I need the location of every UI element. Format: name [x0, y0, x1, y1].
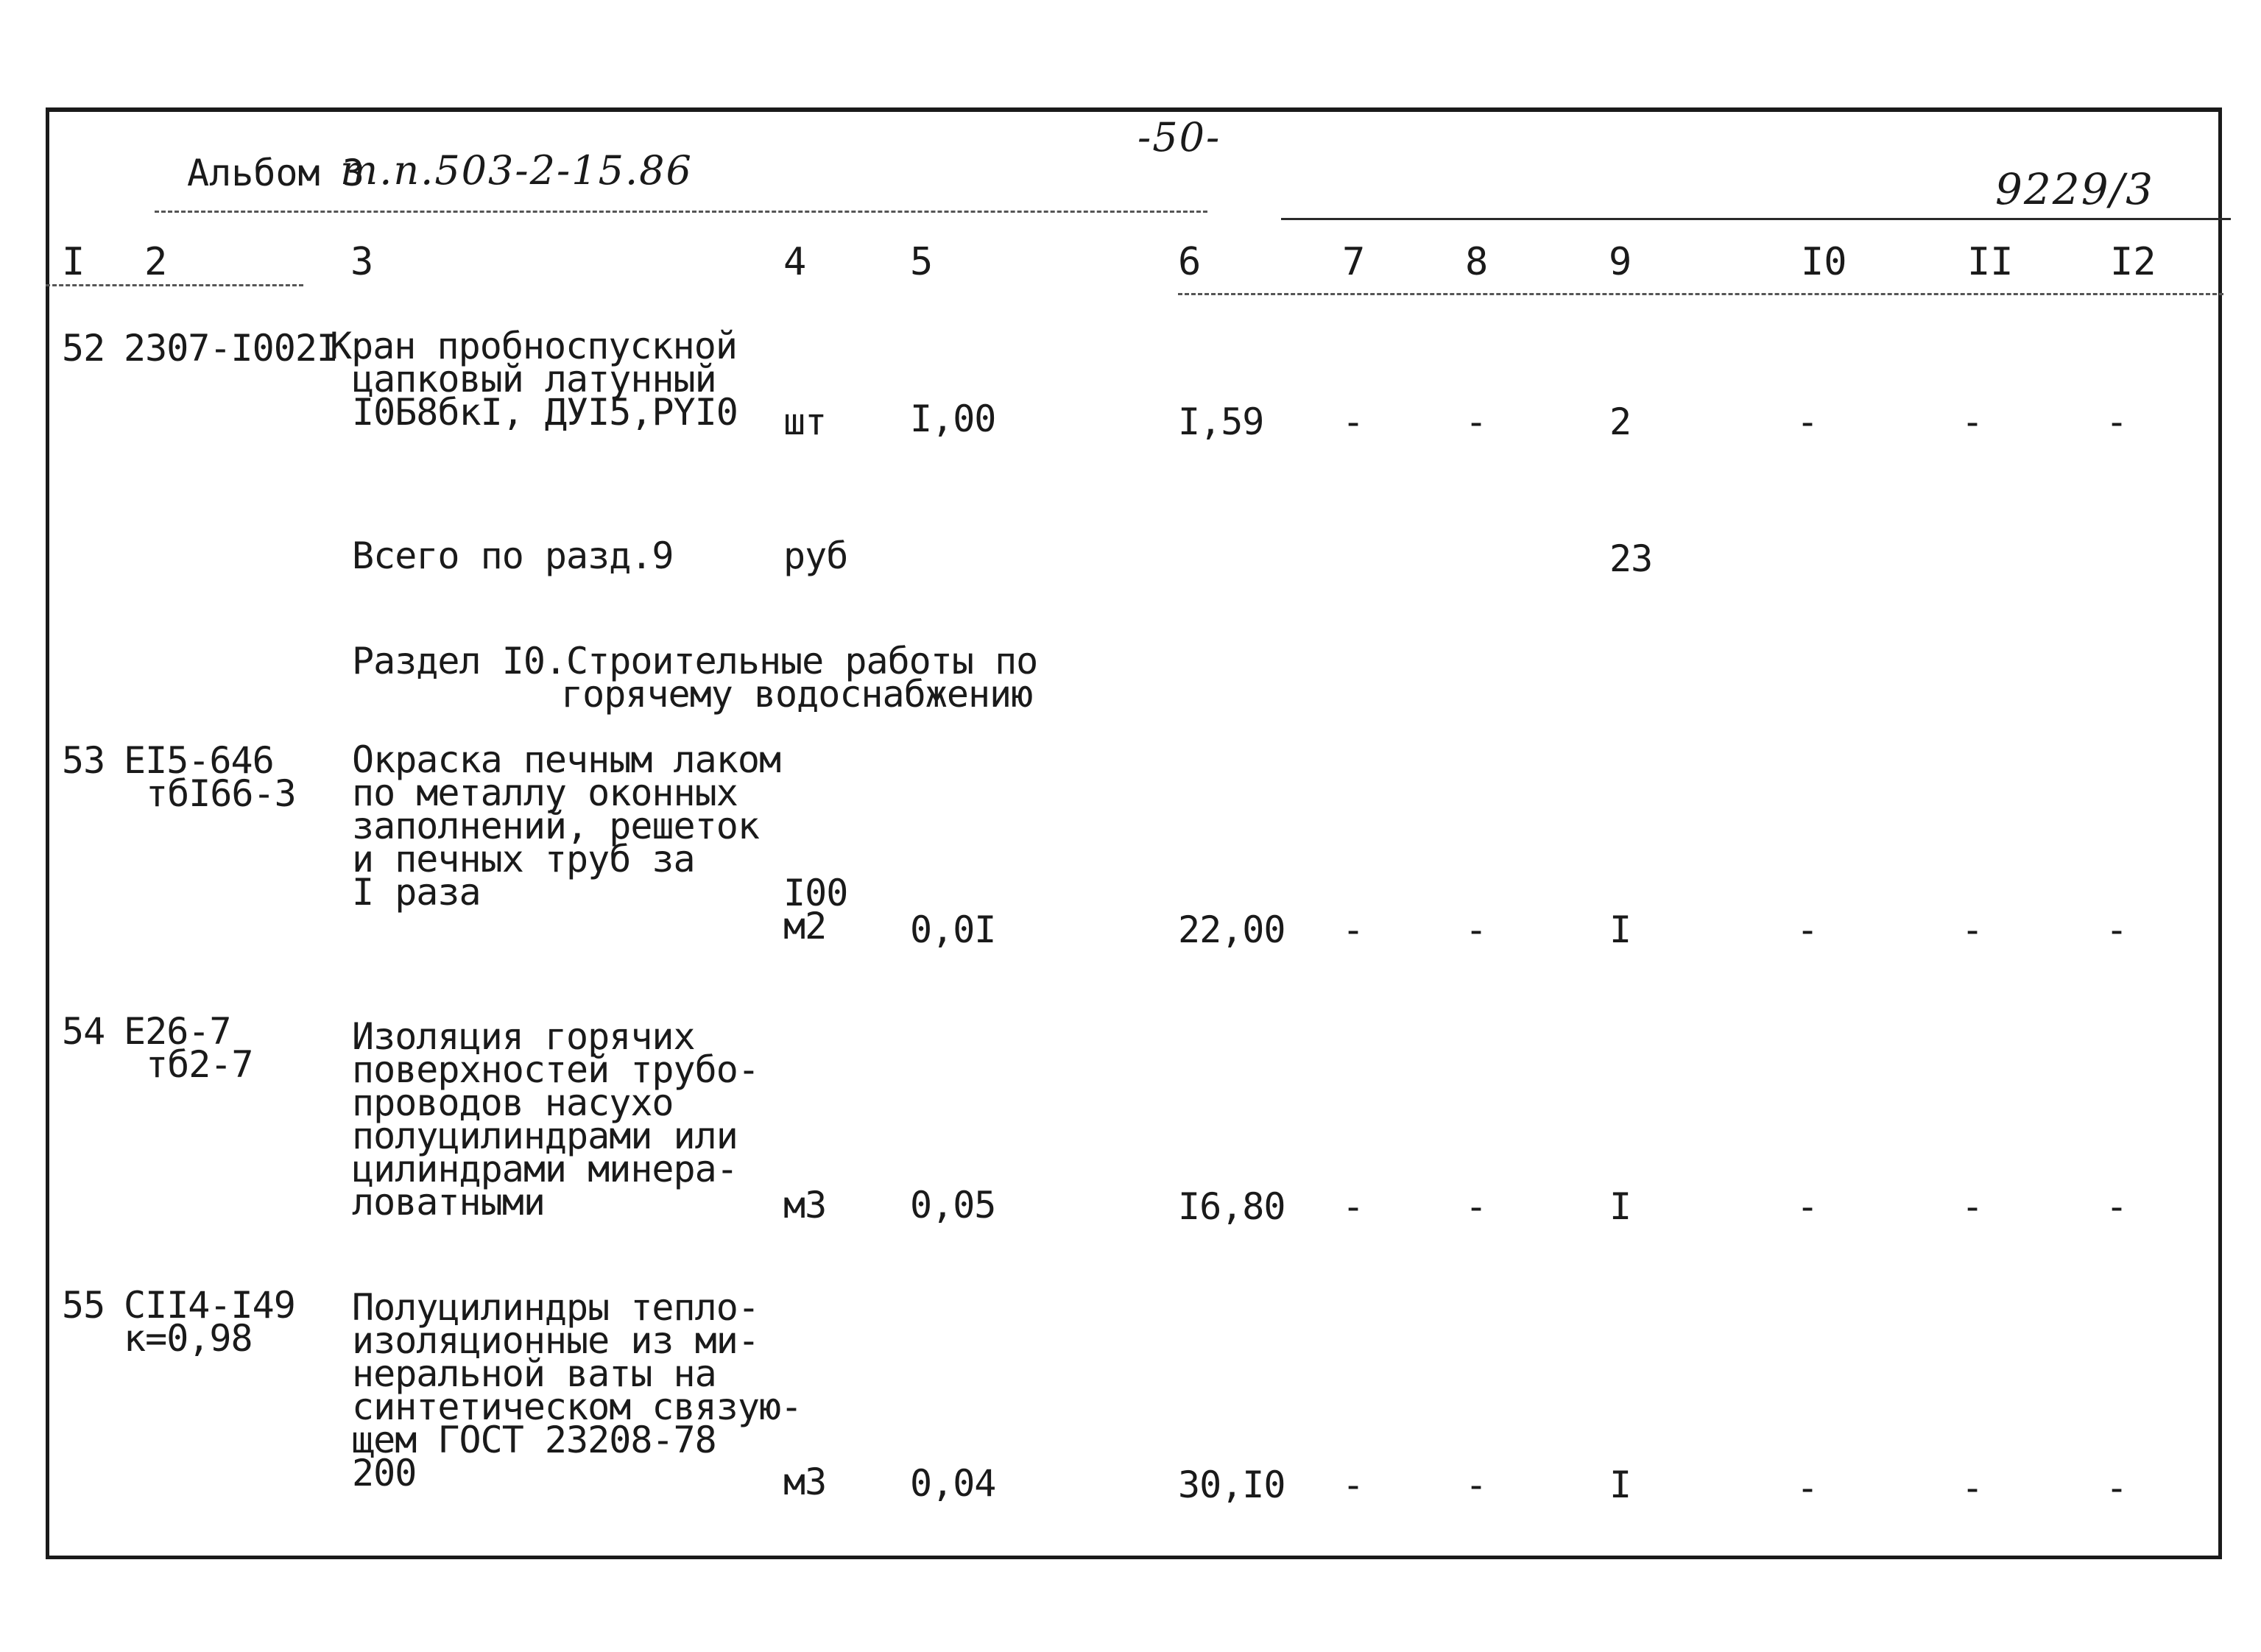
row-52-description-line-3: I0Б8бкI, ДУI5,PYI0: [352, 391, 738, 434]
row-52-description-line-2: цапковый латунный: [352, 358, 716, 400]
row-55-description-line-2: изоляционные из ми-: [352, 1319, 759, 1362]
row-54-number: 54: [62, 1010, 105, 1053]
columns-rule: [1178, 293, 2223, 295]
section-total-value: 23: [1609, 537, 1653, 580]
row-55-description-line-3: неральной ваты на: [352, 1352, 716, 1395]
row-54-col-12: -: [2106, 1185, 2128, 1228]
row-53-col-9: I: [1609, 908, 1632, 951]
row-53-col-8: -: [1465, 908, 1487, 951]
col-number-8: 8: [1465, 240, 1489, 284]
row-54-description-line-5: цилиндрами минера-: [352, 1148, 738, 1190]
col-number-3: 3: [350, 240, 374, 284]
row-55-quantity: 0,04: [910, 1462, 996, 1505]
row-53-col-10: -: [1796, 908, 1819, 951]
row-54-col-10: -: [1796, 1185, 1819, 1228]
row-54-description-line-1: Изоляция горячих: [352, 1015, 695, 1058]
row-55-description-line-6: 200: [352, 1452, 417, 1494]
row-52-col-12: -: [2106, 400, 2128, 443]
row-52-col-8: -: [1465, 400, 1487, 443]
row-54-description-line-3: проводов насухо: [352, 1081, 674, 1124]
row-53-price: 22,00: [1178, 908, 1285, 951]
row-53-col-12: -: [2106, 908, 2128, 951]
row-54-code-line-2: тб2-7: [146, 1043, 253, 1086]
row-55-code-line-1: CII4-I49: [124, 1284, 295, 1327]
row-55-unit: м3: [783, 1461, 827, 1503]
section-total-label: Всего по разд.9: [352, 534, 674, 577]
row-53-description-line-5: I раза: [352, 871, 481, 914]
row-54-col-7: -: [1342, 1185, 1364, 1228]
row-53-description-line-1: Окраска печным лаком: [352, 738, 781, 781]
row-54-code-line-1: E26-7: [124, 1010, 231, 1053]
row-53-description-line-3: заполнений, решеток: [352, 805, 759, 847]
row-55-description-line-4: синтетическом связую-: [352, 1386, 803, 1428]
row-54-quantity: 0,05: [910, 1184, 996, 1226]
row-55-description-line-1: Полуцилиндры тепло-: [352, 1286, 759, 1329]
row-54-description-line-6: ловатными: [352, 1181, 545, 1224]
row-55-price: 30,I0: [1178, 1464, 1285, 1506]
col-number-4: 4: [783, 240, 807, 284]
project-code: т.п.503-2-15.86: [340, 147, 693, 194]
header-rule-right: [1281, 218, 2231, 220]
row-55-code-line-2: к=0,98: [124, 1317, 253, 1360]
row-54-col-8: -: [1465, 1185, 1487, 1228]
header-rule: [155, 211, 1207, 213]
row-54-col-11: -: [1961, 1185, 1983, 1228]
row-52-price: I,59: [1178, 400, 1264, 443]
row-52-number: 52: [62, 327, 105, 370]
col-number-5: 5: [910, 240, 934, 284]
row-52-quantity: I,00: [910, 398, 996, 440]
row-55-col-7: -: [1342, 1464, 1364, 1506]
row-53-unit-line-2: м2: [783, 905, 827, 947]
col-number-2: 2: [144, 240, 168, 284]
row-53-description-line-2: по металлу оконных: [352, 772, 738, 814]
row-52-unit: шт: [783, 400, 827, 443]
row-54-price: I6,80: [1178, 1185, 1285, 1228]
col-number-7: 7: [1342, 240, 1366, 284]
row-54-col-9: I: [1609, 1185, 1632, 1228]
row-54-description-line-4: полуцилиндрами или: [352, 1115, 738, 1157]
col-number-11: II: [1967, 240, 2014, 284]
col-number-12: I2: [2110, 240, 2156, 284]
album-label: Альбом 3: [187, 152, 364, 194]
row-55-col-9: I: [1609, 1464, 1632, 1506]
row-53-unit-line-1: I00: [783, 872, 848, 914]
row-52-col-7: -: [1342, 400, 1364, 443]
row-53-col-11: -: [1961, 908, 1983, 951]
columns-rule-left: [46, 284, 303, 286]
row-55-number: 55: [62, 1284, 105, 1327]
row-55-description-line-5: щем ГОСТ 23208-78: [352, 1419, 716, 1461]
sheet-reference: 9229/3: [1995, 164, 2155, 214]
section-heading-line-2: горячему водоснабжению: [561, 673, 1033, 716]
page-number: -50-: [1137, 114, 1221, 160]
row-53-description-line-4: и печных труб за: [352, 838, 695, 880]
col-number-1: I: [62, 240, 85, 284]
row-52-code: 2307-I002I: [124, 327, 339, 370]
row-53-code-line-1: EI5-646: [124, 739, 274, 782]
row-55-col-12: -: [2106, 1466, 2128, 1509]
section-heading-line-1: Раздел I0.Строительные работы по: [352, 640, 1038, 682]
row-52-col-10: -: [1796, 400, 1819, 443]
section-total-unit: руб: [783, 534, 848, 577]
row-53-code-line-2: тбI66-3: [146, 772, 296, 815]
col-number-6: 6: [1178, 240, 1202, 284]
row-55-col-11: -: [1961, 1466, 1983, 1509]
row-55-col-8: -: [1465, 1464, 1487, 1506]
row-55-col-10: -: [1796, 1466, 1819, 1509]
row-53-quantity: 0,0I: [910, 908, 996, 951]
col-number-9: 9: [1609, 240, 1632, 284]
row-54-description-line-2: поверхностей трубо-: [352, 1048, 759, 1091]
row-52-col-11: -: [1961, 400, 1983, 443]
row-54-unit: м3: [783, 1184, 827, 1226]
col-number-10: I0: [1801, 240, 1847, 284]
row-53-number: 53: [62, 739, 105, 782]
row-52-description-line-1: Кран пробноспускной: [330, 325, 737, 367]
row-52-col-9: 2: [1609, 400, 1632, 443]
row-53-col-7: -: [1342, 908, 1364, 951]
